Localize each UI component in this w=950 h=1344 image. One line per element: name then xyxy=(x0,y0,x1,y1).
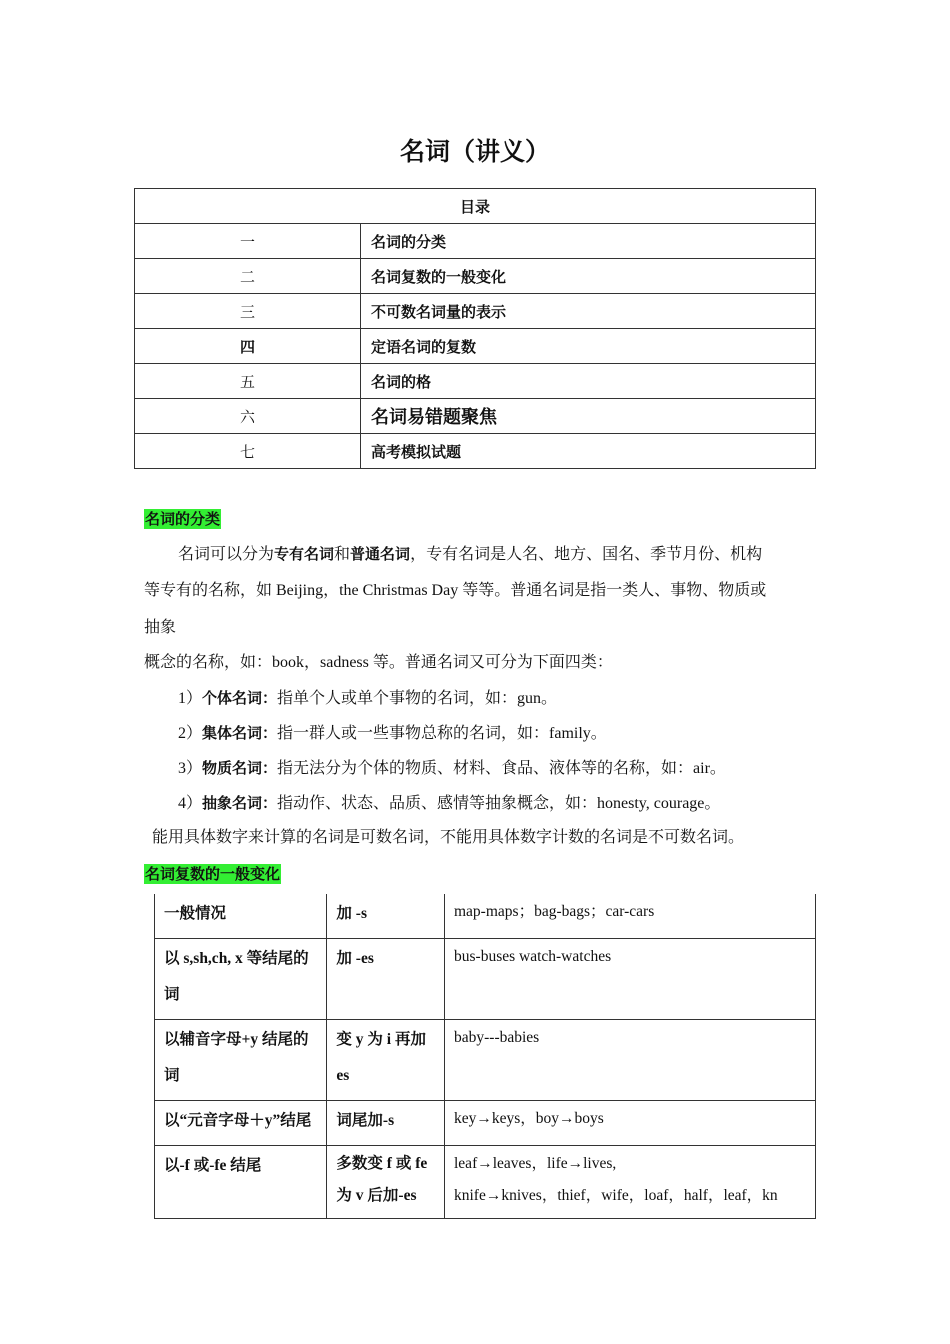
toc-label: 不可数名词量的表示 xyxy=(361,294,816,329)
toc-num: 二 xyxy=(135,259,361,294)
paragraph-line: 名词可以分为专有名词和普通名词，专有名词是人名、地方、国名、季节月份、机构 xyxy=(178,545,763,563)
toc-row xyxy=(135,434,816,469)
term-proper-noun: 专有名词 xyxy=(274,545,335,563)
case-cell: 以“元音字母＋y”结尾 xyxy=(155,1101,327,1146)
toc-label: 名词易错题聚焦 xyxy=(361,399,816,434)
table-row xyxy=(155,1146,816,1219)
table-row xyxy=(155,939,816,1020)
toc-row xyxy=(135,364,816,399)
paragraph-line: 抽象 xyxy=(144,619,177,636)
toc-header-row xyxy=(135,189,816,224)
toc-label: 名词复数的一般变化 xyxy=(361,259,816,294)
table-row xyxy=(155,1101,816,1146)
table-row xyxy=(155,894,816,939)
toc-num: 五 xyxy=(135,364,361,399)
section-heading-plural: 名词复数的一般变化 xyxy=(145,865,281,883)
example-cell: key→keys，boy→boys xyxy=(445,1101,816,1146)
case-cell: 以辅音字母+y 结尾的词 xyxy=(155,1020,327,1101)
example-cell: map-maps；bag-bags；car-cars xyxy=(445,894,816,939)
case-cell: 以-f 或-fe 结尾 xyxy=(155,1146,327,1219)
table-row xyxy=(155,1020,816,1101)
rule-cell: 词尾加-s xyxy=(327,1101,445,1146)
toc-header: 目录 xyxy=(135,189,816,224)
case-cell: 一般情况 xyxy=(155,894,327,939)
toc-label: 名词的分类 xyxy=(361,224,816,259)
noun-type-item: 1）个体名词：指单个人或单个事物的名词，如：gun。 xyxy=(178,689,558,707)
summary-line: 能用具体数字来计算的名词是可数名词，不能用具体数字计数的名词是不可数名词。 xyxy=(152,829,745,846)
toc-label: 高考模拟试题 xyxy=(361,434,816,469)
noun-type-item: 4）抽象名词：指动作、状态、品质、感情等抽象概念，如：honesty, courage。 xyxy=(178,794,721,812)
case-cell: 以 s,sh,ch, x 等结尾的词 xyxy=(155,939,327,1020)
toc-num: 七 xyxy=(135,434,361,469)
toc-table xyxy=(134,188,816,469)
section-heading-classification: 名词的分类 xyxy=(145,510,221,528)
toc-num: 六 xyxy=(135,399,361,434)
paragraph-line: 概念的名称，如：book，sadness 等。普通名词又可分为下面四类： xyxy=(144,654,613,671)
toc-row xyxy=(135,399,816,434)
toc-row xyxy=(135,294,816,329)
noun-type-item: 3）物质名词：指无法分为个体的物质、材料、食品、液体等的名称，如：air。 xyxy=(178,759,726,777)
rule-cell: 加 -es xyxy=(327,939,445,1020)
rule-cell: 加 -s xyxy=(327,894,445,939)
example-cell: baby---babies xyxy=(445,1020,816,1101)
toc-row xyxy=(135,224,816,259)
noun-type-item: 2）集体名词：指一群人或一些事物总称的名词，如：family。 xyxy=(178,724,607,742)
paragraph-line: 等专有的名称，如 Beijing，the Christmas Day 等等。普通名词是指一类人、事物、物质或 xyxy=(144,582,767,599)
page-title: 名词（讲义） xyxy=(399,137,550,166)
toc-num: 一 xyxy=(135,224,361,259)
toc-row xyxy=(135,259,816,294)
plural-rules-table xyxy=(154,894,816,1219)
toc-num: 三 xyxy=(135,294,361,329)
example-cell: leaf→leaves，life→lives, knife→knives，thief，wife，loaf，half，leaf，kn xyxy=(445,1146,816,1219)
toc-label: 定语名词的复数 xyxy=(361,329,816,364)
toc-num: 四 xyxy=(135,329,361,364)
rule-cell: 多数变 f 或 fe 为 v 后加-es xyxy=(327,1146,445,1219)
rule-cell: 变 y 为 i 再加 es xyxy=(327,1020,445,1101)
example-cell: bus-buses watch-watches xyxy=(445,939,816,1020)
term-common-noun: 普通名词 xyxy=(350,545,411,563)
toc-label: 名词的格 xyxy=(361,364,816,399)
toc-row xyxy=(135,329,816,364)
